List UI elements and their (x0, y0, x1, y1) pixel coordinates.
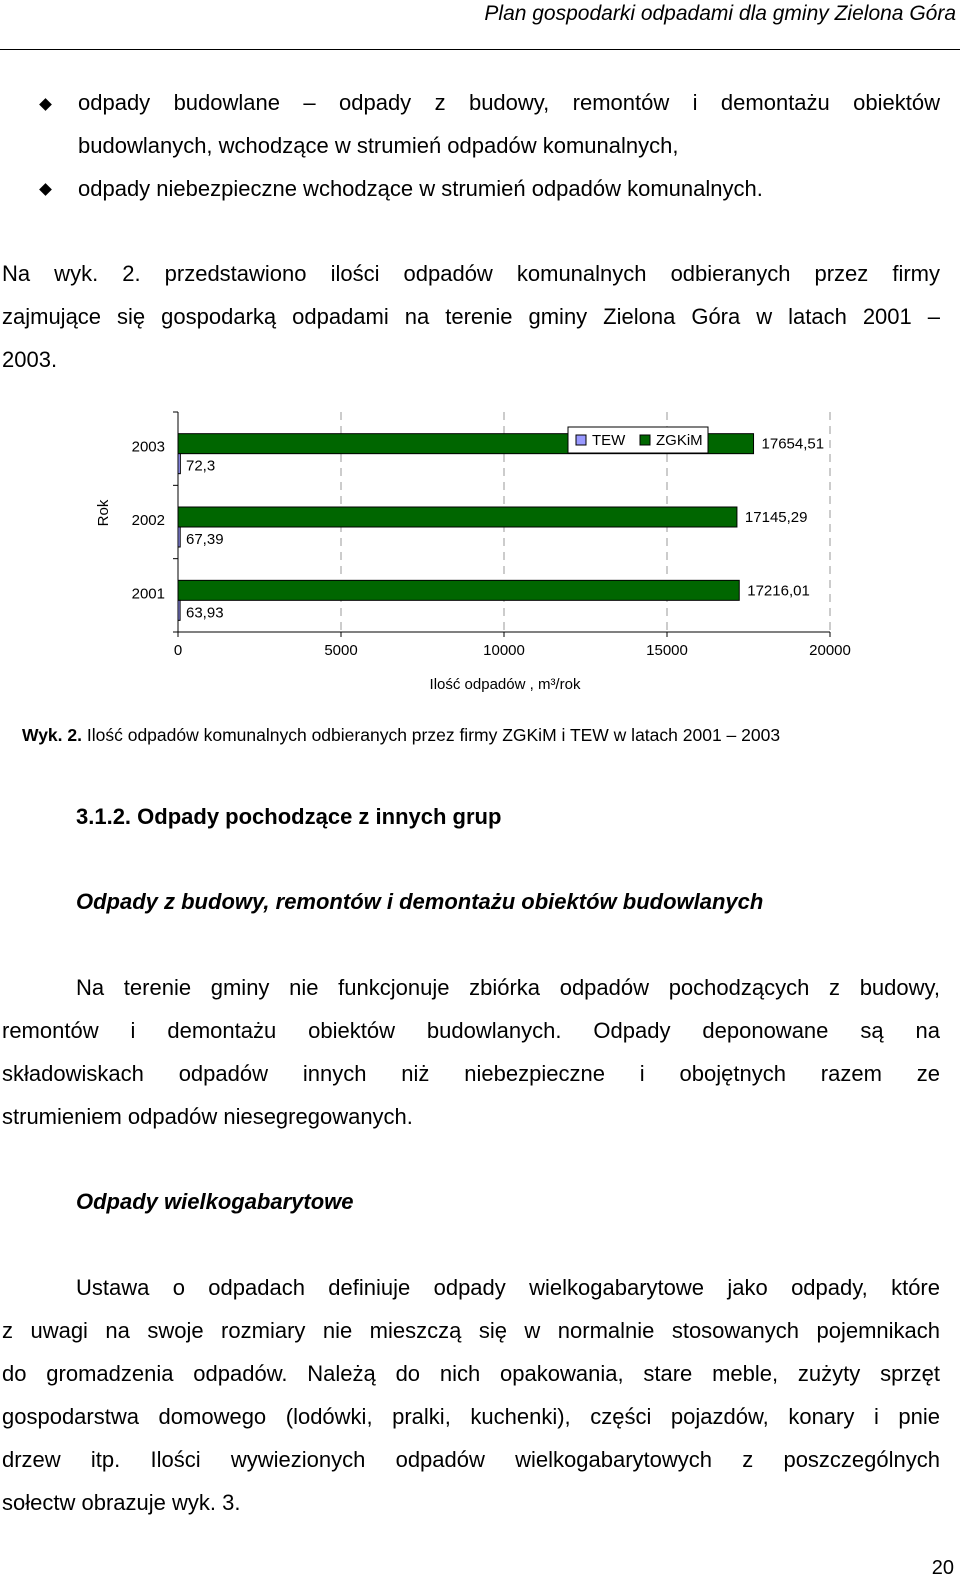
figure-caption-text: Ilość odpadów komunalnych odbieranych przez firmy ZGKiM i TEW w latach 2001 – 2003 (82, 725, 781, 745)
bar-tew (178, 600, 180, 620)
bullet-icon (39, 98, 52, 111)
subsection-1-line-2: remontów i demontażu obiektów budowlanych. Odpady deponowane są na (2, 1018, 940, 1043)
subsection-2-line-2: z uwagi na swoje rozmiary nie mieszczą się w normalnie stosowanych pojemnikach (2, 1318, 940, 1343)
figure-caption (22, 723, 780, 747)
page-number: 20 (931, 1557, 954, 1579)
x-tick-label: 15000 (646, 642, 688, 659)
legend-swatch-tew (576, 435, 586, 445)
bullet-item-2: odpady niebezpieczne wchodzące w strumień odpadów komunalnych. (78, 176, 763, 201)
subsection-2-line-3: do gromadzenia odpadów. Należą do nich opakowania, stare meble, zużyty sprzęt (2, 1361, 940, 1386)
page-header-title: Plan gospodarki odpadami dla gminy Zielona Góra (484, 2, 956, 25)
legend-label-zgkim: ZGKiM (656, 432, 703, 449)
x-axis-label: Ilość odpadów , m³/rok (429, 676, 581, 693)
x-tick-label: 0 (173, 642, 183, 659)
bullet-item-1-line-1: odpady budowlane – odpady z budowy, remontów i demontażu obiektów (78, 90, 940, 115)
data-label-tew: 63,93 (186, 604, 224, 622)
x-tick-label: 10000 (483, 642, 525, 659)
figure-caption-label: Wyk. 2. (22, 725, 82, 745)
bullet-item-1-line-2: budowlanych, wchodzące w strumień odpadów komunalnych, (78, 133, 679, 158)
legend-swatch-zgkim (640, 435, 650, 445)
subsection-2-title: Odpady wielkogabarytowe (76, 1189, 354, 1214)
data-label-zgkim: 17654,51 (761, 435, 825, 453)
subsection-2-line-5: drzew itp. Ilości wywiezionych odpadów wielkogabarytowych z poszczególnych (2, 1447, 940, 1472)
subsection-1-line-3: składowiskach odpadów innych niż niebezpieczne i obojętnych razem ze (2, 1061, 940, 1086)
y-tick-label: 2003 (131, 438, 165, 456)
subsection-2-line-6: sołectw obrazuje wyk. 3. (2, 1490, 241, 1515)
bar-zgkim (178, 507, 737, 527)
subsection-1-line-4: strumieniem odpadów niesegregowanych. (2, 1104, 413, 1129)
intro-line-2: zajmujące się gospodarką odpadami na terenie gminy Zielona Góra w latach 2001 – (2, 304, 940, 329)
y-axis-label: Rok (95, 499, 112, 527)
subsection-1-line-1: Na terenie gminy nie funkcjonuje zbiórka odpadów pochodzących z budowy, (76, 975, 940, 1000)
data-label-tew: 67,39 (186, 531, 224, 548)
bar-tew (178, 527, 180, 547)
waste-chart (0, 400, 960, 700)
subsection-2-line-1: Ustawa o odpadach definiuje odpady wielkogabarytowe jako odpady, które (76, 1275, 940, 1300)
subsection-2-line-4: gospodarstwa domowego (lodówki, pralki, kuchenki), części pojazdów, konary i pnie (2, 1404, 940, 1429)
section-title: 3.1.2. Odpady pochodzące z innych grup (76, 804, 502, 829)
bar-zgkim (178, 580, 739, 600)
header-rule (0, 49, 960, 50)
y-tick-label: 2001 (131, 585, 165, 603)
intro-line-1: Na wyk. 2. przedstawiono ilości odpadów komunalnych odbieranych przez firmy (2, 261, 940, 286)
x-tick-label: 20000 (809, 642, 851, 659)
data-label-tew: 72,3 (186, 457, 216, 475)
legend-label-tew: TEW (592, 432, 626, 449)
bullet-icon (39, 183, 52, 196)
intro-line-3: 2003. (2, 347, 58, 372)
data-label-zgkim: 17145,29 (744, 509, 808, 526)
subsection-1-title: Odpady z budowy, remontów i demontażu obiektów budowlanych (76, 889, 764, 914)
data-label-zgkim: 17216,01 (747, 582, 810, 600)
bar-tew (178, 454, 180, 474)
y-tick-label: 2002 (131, 512, 165, 529)
x-tick-label: 5000 (324, 642, 358, 659)
